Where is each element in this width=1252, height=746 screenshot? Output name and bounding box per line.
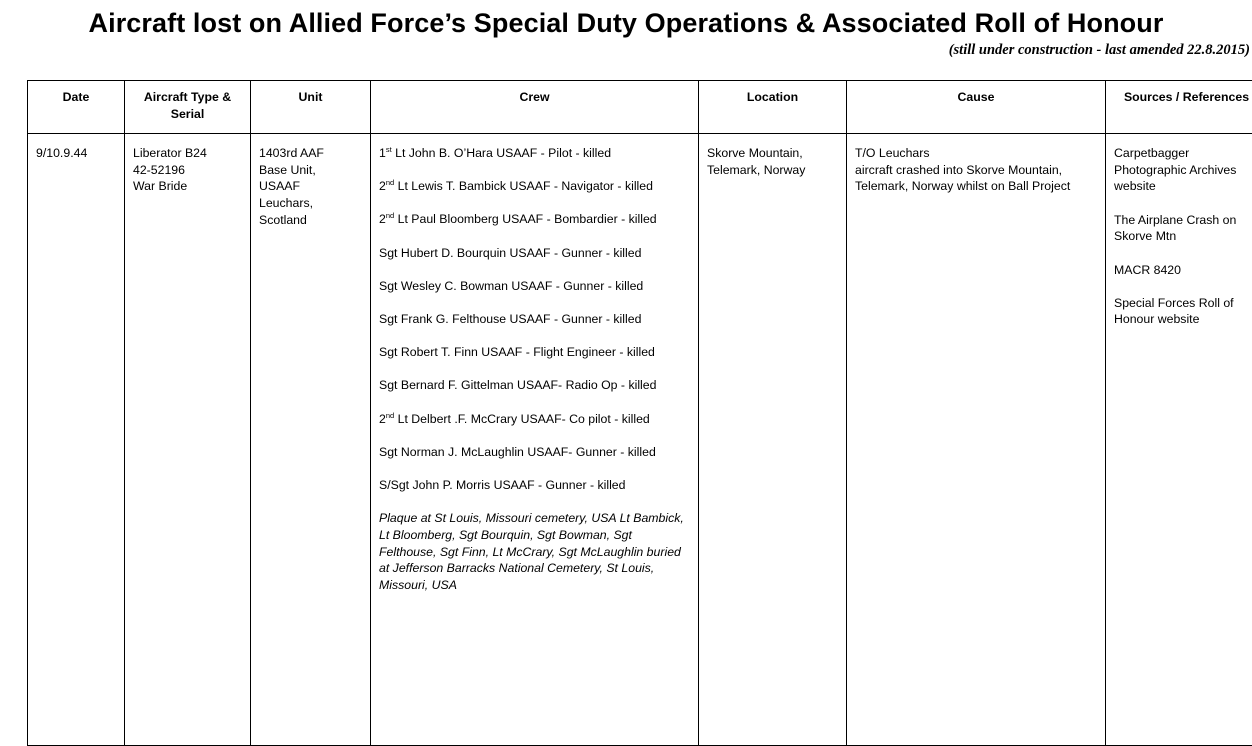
cell-location [699,134,847,746]
location-line: Skorve Mountain, [707,145,838,162]
crew-member: Sgt Hubert D. Bourquin USAAF - Gunner - killed [379,245,690,262]
unit-line: 1403rd AAF [259,145,362,162]
unit-line: Leuchars, [259,195,362,212]
unit-line: Scotland [259,212,362,229]
cause-description: aircraft crashed into Skorve Mountain, Telemark, Norway whilst on Ball Project [855,162,1097,195]
table-row [28,134,1252,746]
cell-crew [371,134,699,746]
aircraft-name: War Bride [133,178,242,195]
crew-member: Sgt Bernard F. Gittelman USAAF- Radio Op - killed [379,377,690,394]
cause-takeoff: T/O Leuchars [855,145,1097,162]
crew-member: 1st Lt John B. O’Hara USAAF - Pilot - killed [379,145,690,162]
cell-unit [251,134,371,746]
source-reference: Special Forces Roll of Honour website [1114,295,1252,328]
header-aircraft: Aircraft Type & Serial [125,81,251,134]
cell-sources [1106,134,1252,746]
aircraft-serial: 42-52196 [133,162,242,179]
header-crew: Crew [371,81,699,134]
crew-member: Sgt Wesley C. Bowman USAAF - Gunner - killed [379,278,690,295]
cell-cause [847,134,1106,746]
header-cause: Cause [847,81,1106,134]
header-sources: Sources / References [1106,81,1252,134]
document-subtitle: (still under construction - last amended 22.8.2015) [949,41,1250,59]
source-reference: The Airplane Crash on Skorve Mtn [1114,212,1252,245]
crew-member: 2nd Lt Paul Bloomberg USAAF - Bombardier - killed [379,211,690,228]
unit-line: USAAF [259,178,362,195]
crew-member: 2nd Lt Lewis T. Bambick USAAF - Navigator - killed [379,178,690,195]
crew-member: Sgt Frank G. Felthouse USAAF - Gunner - killed [379,311,690,328]
unit-line: Base Unit, [259,162,362,179]
location-line: Telemark, Norway [707,162,838,179]
crew-member: Sgt Norman J. McLaughlin USAAF- Gunner - killed [379,444,690,461]
header-unit: Unit [251,81,371,134]
table-header-row [28,81,1252,134]
memorial-note: Plaque at St Louis, Missouri cemetery, USA Lt Bambick, Lt Bloomberg, Sgt Bourquin, Sgt Bowman, Sgt Felthouse, Sgt Finn, Lt McCrary, Sgt McLaughlin buried at Jefferson Barracks National Cemetery, St Louis, Missouri, USA [379,510,690,594]
crew-member: S/Sgt John P. Morris USAAF - Gunner - killed [379,477,690,494]
crew-member: 2nd Lt Delbert .F. McCrary USAAF- Co pilot - killed [379,411,690,428]
cell-aircraft [125,134,251,746]
cell-date: 9/10.9.44 [28,134,125,746]
crew-member: Sgt Robert T. Finn USAAF - Flight Engineer - killed [379,344,690,361]
header-location: Location [699,81,847,134]
document-title: Aircraft lost on Allied Force’s Special Duty Operations & Associated Roll of Honour [0,4,1252,42]
roll-of-honour-table [27,80,1252,746]
header-date: Date [28,81,125,134]
aircraft-type: Liberator B24 [133,145,242,162]
source-reference: MACR 8420 [1114,262,1252,279]
source-reference: Carpetbagger Photographic Archives website [1114,145,1252,195]
